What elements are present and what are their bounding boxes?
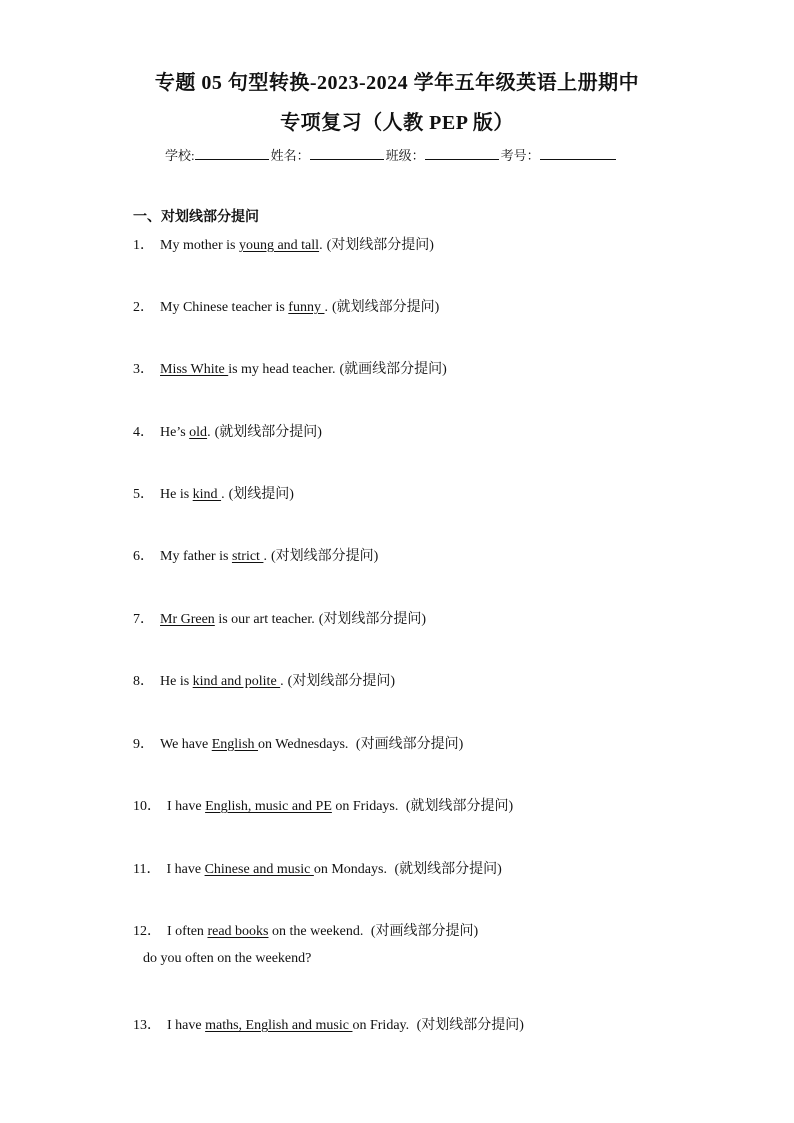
question-text: I have [167,799,206,814]
question-number: 6． [133,549,154,564]
question-number: 5． [133,487,154,502]
question-number: 9． [133,737,154,752]
question-item [133,608,426,628]
question-number: 11． [133,862,161,877]
question-item [133,1014,524,1034]
q12-answer-line: do you often on the weekend? [143,951,312,966]
instruction-hint: (划线提问) [228,487,294,502]
question-text: . [207,425,211,440]
section-heading: 一、对划线部分提问 [133,210,259,225]
question-item [133,483,294,503]
question-item [133,545,378,565]
instruction-hint: (就划线部分提问) [405,799,514,814]
question-text: We have [160,737,212,752]
question-number: 4． [133,425,154,440]
question-text: on Mondays. [313,862,391,877]
instruction-hint: (对画线部分提问) [355,737,464,752]
class-blank[interactable] [425,146,499,160]
underlined-phrase: Mr Green [160,612,215,627]
exam-no-blank[interactable] [540,146,616,160]
question-text: . [324,300,328,315]
question-number: 2． [133,300,154,315]
underlined-phrase: English, music and PE [205,799,332,814]
instruction-hint: (对划线部分提问) [416,1018,524,1033]
question-item [133,421,322,441]
question-text: My father is [160,549,232,564]
question-text: on Fridays. [331,799,402,814]
underlined-phrase: strict [231,549,264,564]
underlined-phrase: young and tall [238,238,320,253]
underlined-phrase: old [189,425,208,440]
question-number: 13． [133,1018,161,1033]
instruction-hint: (对划线部分提问) [326,238,434,253]
class-label: 班级： [385,148,425,163]
question-number: 10． [133,799,161,814]
underlined-phrase: Miss White [160,362,229,377]
question-text: . [280,674,284,689]
question-text: is our art teacher. [214,612,315,627]
question-item [133,234,434,254]
underlined-phrase: English [211,737,259,752]
question-text: is my head teacher. [228,362,336,377]
underlined-phrase: kind [192,487,222,502]
underlined-phrase: funny [288,300,325,315]
question-text: My Chinese teacher is [160,300,289,315]
question-text: . [221,487,225,502]
student-info-line [165,145,618,164]
school-blank[interactable] [195,146,269,160]
question-text: on Friday. [352,1018,413,1033]
name-label: 姓名： [270,148,310,163]
underlined-phrase: read books [207,924,269,939]
question-number: 12． [133,924,161,939]
question-item [133,358,447,378]
question-text: I have [166,862,205,877]
instruction-hint: (对划线部分提问) [287,674,395,689]
question-item [133,670,395,690]
question-text: He’s [160,425,190,440]
question-item [133,296,439,316]
question-item [133,733,463,753]
question-text: He is [160,674,193,689]
instruction-hint: (对画线部分提问) [370,924,479,939]
question-item [133,858,502,878]
exam-no-label: 考号： [500,148,540,163]
page-title: 专题 05 句型转换-2023-2024 学年五年级英语上册期中 [154,72,640,94]
instruction-hint: (对划线部分提问) [270,549,379,564]
question-text: . [319,238,323,253]
question-item [133,920,478,940]
name-blank[interactable] [310,146,384,160]
question-text: I often [167,924,208,939]
question-text: He is [160,487,193,502]
question-number: 7． [133,612,154,627]
question-text: My mother is [160,238,239,253]
instruction-hint: (就画线部分提问) [339,362,447,377]
instruction-hint: (就划线部分提问) [331,300,440,315]
underlined-phrase: maths, English and music [205,1018,353,1033]
question-number: 3． [133,362,154,377]
question-text: I have [167,1018,206,1033]
instruction-hint: (对划线部分提问) [318,612,427,627]
question-number: 8． [133,674,154,689]
page-subtitle: 专项复习（人教 PEP 版） [280,112,514,134]
question-item [133,795,513,815]
school-label: 学校: [165,148,195,163]
instruction-hint: (就划线部分提问) [394,862,502,877]
question-text: on Wednesdays. [258,737,352,752]
question-number: 1． [133,238,154,253]
underlined-phrase: kind and polite [192,674,281,689]
instruction-hint: (就划线部分提问) [214,425,322,440]
underlined-phrase: Chinese and music [204,862,314,877]
question-text: . [263,549,267,564]
question-text: on the weekend. [268,924,367,939]
